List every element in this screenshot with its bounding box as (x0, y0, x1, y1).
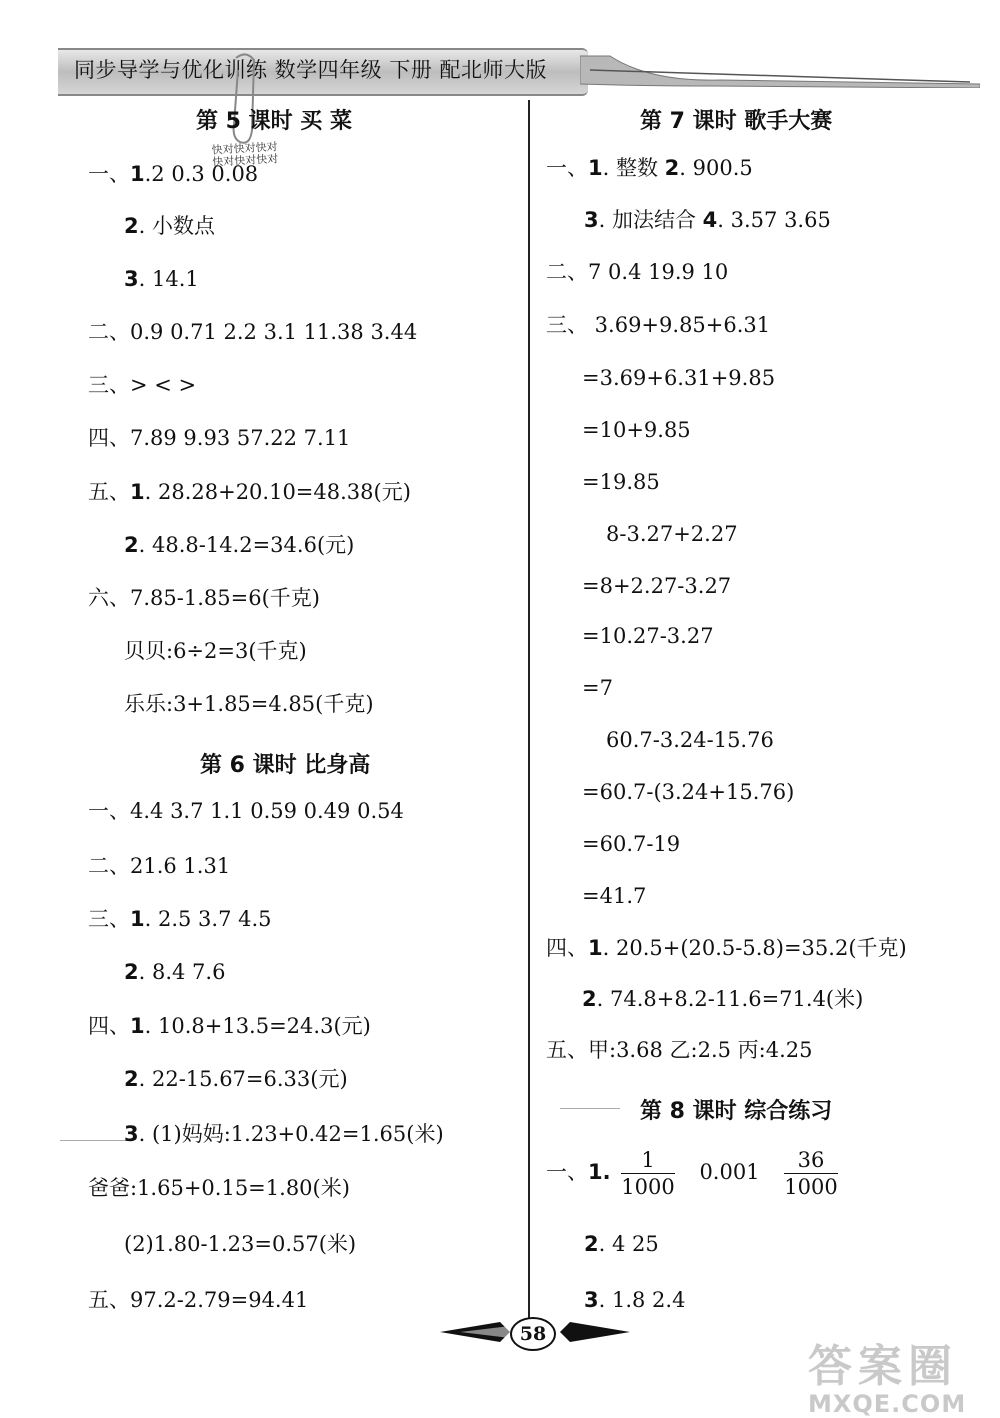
answer-line: 一、1. 整数 2. 900.5 (546, 156, 753, 180)
answer-line: 四、1. 10.8+13.5=24.3(元) (88, 1014, 371, 1038)
lesson-5-title: 第 5 课时 买 菜 (196, 109, 352, 134)
answer-line: 二、0.9 0.71 2.2 3.1 11.38 3.44 (88, 320, 418, 344)
answer-line: =10.27-3.27 (582, 624, 714, 648)
answer-line: 一、4.4 3.7 1.1 0.59 0.49 0.54 (88, 799, 404, 823)
answer-line: =3.69+6.31+9.85 (582, 366, 776, 390)
answer-line: (2)1.80-1.23=0.57(米) (124, 1232, 357, 1256)
answer-line-fractions: 一、1. $\frac{1}{1000}$ 0.001 $\frac{36}{1000}$ (546, 1148, 838, 1199)
answer-line: 3. 14.1 (124, 267, 199, 291)
answer-line: 3. 1.8 2.4 (584, 1288, 686, 1312)
answer-line: 三、1. 2.5 3.7 4.5 (88, 907, 272, 931)
answer-line: =19.85 (582, 470, 660, 494)
answer-line: 四、7.89 9.93 57.22 7.11 (88, 426, 351, 450)
stamp-line-2: 快对快对快对 (211, 152, 279, 169)
watermark (808, 1330, 966, 1418)
lesson-6-title: 第 6 课时 比身高 (200, 753, 371, 778)
answer-line: 一、1.2 0.3 0.08 (88, 162, 259, 186)
answer-line: 3. (1)妈妈:1.23+0.42=1.65(米) (124, 1122, 444, 1146)
fraction: $\frac{1}{1000}$ (621, 1148, 675, 1199)
answer-line: 五、甲:3.68 乙:2.5 丙:4.25 (546, 1038, 813, 1062)
answer-line: =7 (582, 676, 613, 700)
fraction: $\frac{36}{1000}$ (784, 1148, 838, 1199)
watermark-line-2: MXQE.COM (808, 1390, 967, 1418)
answer-line: 2. 22-15.67=6.33(元) (124, 1067, 348, 1091)
answer-line: 六、7.85-1.85=6(千克) (88, 586, 320, 610)
faint-rule (60, 1140, 130, 1141)
answer-line: 四、1. 20.5+(20.5-5.8)=35.2(千克) (546, 936, 907, 960)
page-number: 58 (510, 1317, 556, 1351)
answer-line: 3. 加法结合 4. 3.57 3.65 (584, 208, 831, 232)
answer-line: 60.7-3.24-15.76 (606, 728, 774, 752)
answer-line: 爸爸:1.65+0.15=1.80(米) (88, 1176, 350, 1200)
answer-line: =41.7 (582, 884, 647, 908)
answer-line: 2. 8.4 7.6 (124, 960, 226, 984)
answer-line: 8-3.27+2.27 (606, 522, 738, 546)
answer-line: =8+2.27-3.27 (582, 574, 732, 598)
answer-line: 2. 4 25 (584, 1232, 659, 1256)
lesson-7-title: 第 7 课时 歌手大赛 (640, 109, 833, 134)
faint-rule (560, 1108, 620, 1109)
answer-line: 三、> < > (88, 373, 197, 397)
answer-line: 二、7 0.4 19.9 10 (546, 260, 729, 284)
answer-line: 五、1. 28.28+20.10=48.38(元) (88, 480, 411, 504)
book-title: 同步导学与优化训练 数学四年级 下册 配北师大版 (74, 58, 548, 82)
header-tail-decoration (580, 52, 980, 88)
answer-line: 贝贝:6÷2=3(千克) (124, 639, 307, 663)
answer-line: 2. 48.8-14.2=34.6(元) (124, 533, 355, 557)
answer-line: =10+9.85 (582, 418, 691, 442)
answer-line: 2. 小数点 (124, 214, 215, 238)
answer-line: 二、21.6 1.31 (88, 854, 231, 878)
answer-line: 三、 3.69+9.85+6.31 (546, 313, 771, 337)
stamp-line-1: 快对快对快对 (211, 140, 278, 157)
answer-line: 五、97.2-2.79=94.41 (88, 1288, 309, 1312)
answer-line: 乐乐:3+1.85=4.85(千克) (124, 692, 374, 716)
answer-line: 2. 74.8+8.2-11.6=71.4(米) (582, 987, 864, 1011)
answer-line: =60.7-(3.24+15.76) (582, 780, 795, 804)
watermark-line-1: 答案圈 (808, 1341, 958, 1392)
column-divider (528, 100, 530, 1340)
lesson-8-title: 第 8 课时 综合练习 (640, 1099, 833, 1124)
answer-line: =60.7-19 (582, 832, 681, 856)
